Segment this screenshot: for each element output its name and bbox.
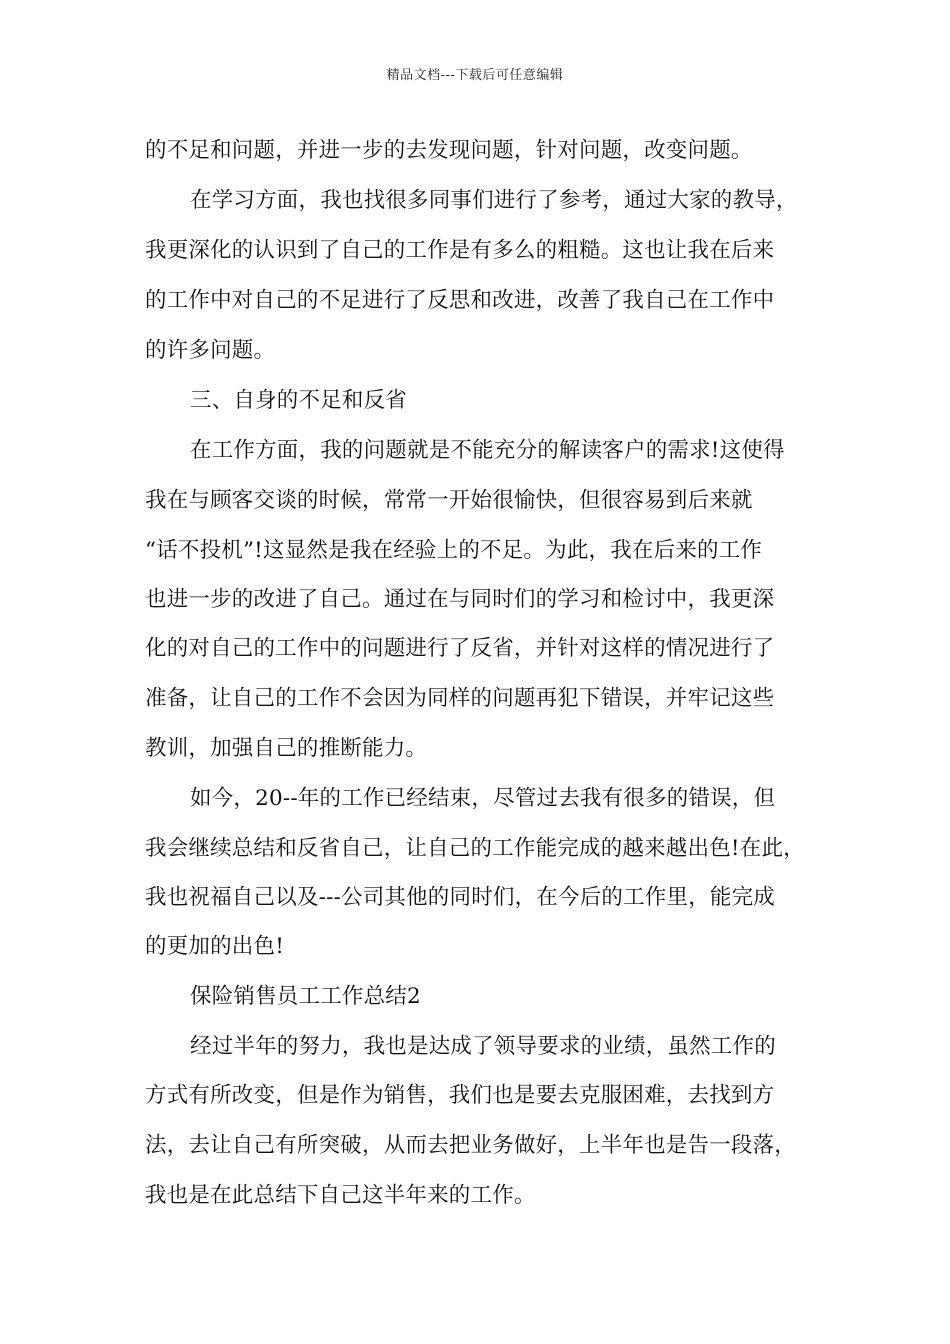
text-line: 在工作方面，我的问题就是不能充分的解读客户的需求!这使得	[190, 438, 785, 463]
text-line: 的工作中对自己的不足进行了反思和改进，改善了我自己在工作中	[145, 288, 775, 313]
text-line: 教训，加强自己的推断能力。	[145, 736, 428, 761]
text-line: 我会继续总结和反省自己，让自己的工作能完成的越来越出色!在此，	[145, 836, 805, 861]
text-line: 我在与顾客交谈的时候，常常一开始很愉快，但很容易到后来就	[145, 488, 753, 513]
text-line: 我也是在此总结下自己这半年来的工作。	[145, 1183, 536, 1208]
text-line: 准备，让自己的工作不会因为同样的问题再犯下错误，并牢记这些	[145, 686, 775, 711]
page-header: 精品文档---下载后可任意编辑	[386, 68, 564, 83]
text-line: 的许多问题。	[145, 338, 276, 363]
text-line: 方式有所改变，但是作为销售，我们也是要去克服困难，去找到方	[145, 1083, 775, 1108]
text-line: 我更深化的认识到了自己的工作是有多么的粗糙。这也让我在后来	[145, 238, 775, 263]
text-line: 在学习方面，我也找很多同事们进行了参考，通过大家的教导，	[190, 188, 798, 213]
text-line: 化的对自己的工作中的问题进行了反省，并针对这样的情况进行了	[145, 636, 775, 661]
text-line: “话不投机”!这显然是我在经验上的不足。为此，我在后来的工作	[145, 538, 763, 563]
text-line: 经过半年的努力，我也是达成了领导要求的业绩，虽然工作的	[190, 1034, 776, 1059]
text-line: 的不足和问题，并进一步的去发现问题，针对问题，改变问题。	[145, 138, 753, 163]
section-heading: 保险销售员工工作总结2	[190, 984, 421, 1009]
text-line: 我也祝福自己以及---公司其他的同时们，在今后的工作里，能完成	[145, 885, 775, 910]
text-line: 也进一步的改进了自己。通过在与同时们的学习和检讨中，我更深	[145, 587, 775, 612]
section-heading: 三、自身的不足和反省	[190, 388, 408, 413]
text-line: 如今，20--年的工作已经结束，尽管过去我有很多的错误，但	[190, 786, 776, 811]
text-line: 的更加的出色!	[145, 934, 285, 959]
text-line: 法，去让自己有所突破，从而去把业务做好，上半年也是告一段落，	[145, 1133, 797, 1158]
